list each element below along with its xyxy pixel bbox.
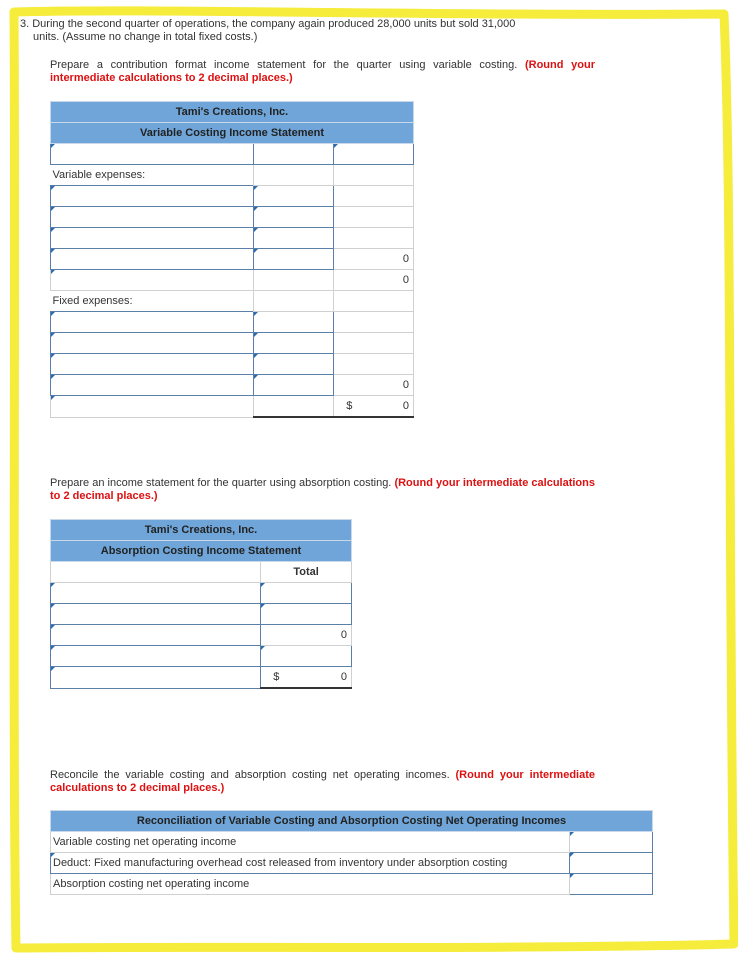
- absorption-label-input[interactable]: [51, 583, 261, 604]
- reconciliation-table: [50, 810, 653, 895]
- fixed-expense-label-input[interactable]: [51, 312, 254, 333]
- absorption-net-income-label: Absorption costing net operating income: [51, 874, 570, 895]
- sales-label-input[interactable]: [51, 144, 254, 165]
- fixed-expense-label-input[interactable]: [51, 375, 254, 396]
- fixed-expense-amount-input[interactable]: [254, 312, 334, 333]
- variable-instruction-text: Prepare a contribution format income statement for the quarter using variable costing.: [50, 59, 518, 71]
- absorption-net-income-input[interactable]: [570, 874, 653, 895]
- absorption-table-subtitle: Absorption Costing Income Statement: [51, 541, 352, 562]
- absorption-instruction: [50, 477, 595, 503]
- contribution-margin-value: 0: [334, 270, 414, 291]
- reconcile-instruction-text: Reconcile the variable costing and absorption costing net operating incomes.: [50, 769, 450, 781]
- currency-symbol: $: [273, 671, 280, 683]
- absorption-costing-table: [50, 519, 352, 689]
- contribution-margin-label-input[interactable]: [51, 270, 254, 291]
- absorption-instruction-text: Prepare an income statement for the quarter using absorption costing.: [50, 477, 392, 489]
- total-variable-expenses-value: 0: [334, 249, 414, 270]
- sales-total-input[interactable]: [334, 144, 414, 165]
- absorption-table-title: Tami's Creations, Inc.: [51, 520, 352, 541]
- absorption-amount-input[interactable]: [261, 583, 352, 604]
- fixed-expense-amount-input[interactable]: [254, 354, 334, 375]
- question-line-1: 3. During the second quarter of operations, the company again produced 28,000 units but sold 31,000: [20, 18, 516, 30]
- absorption-amount-input[interactable]: [261, 646, 352, 667]
- absorption-amount-input[interactable]: [261, 604, 352, 625]
- variable-rounding-note: (Round your intermediate calculations to 2 decimal places.): [50, 59, 595, 84]
- fixed-expense-label-input[interactable]: [51, 354, 254, 375]
- variable-net-income-input[interactable]: [570, 832, 653, 853]
- fixed-expense-label-input[interactable]: [51, 333, 254, 354]
- variable-expense-label-input[interactable]: [51, 186, 254, 207]
- reconciliation-title: Reconciliation of Variable Costing and Absorption Costing Net Operating Incomes: [51, 811, 653, 832]
- variable-table-title: Tami's Creations, Inc.: [51, 102, 414, 123]
- question-line-2: units. (Assume no change in total fixed costs.): [33, 31, 258, 43]
- total-column-header: Total: [261, 562, 352, 583]
- variable-expense-label-input[interactable]: [51, 207, 254, 228]
- variable-table-subtitle: Variable Costing Income Statement: [51, 123, 414, 144]
- absorption-net-cell: [261, 667, 352, 689]
- question-text: [20, 18, 600, 44]
- fixed-expenses-label: Fixed expenses:: [52, 295, 133, 307]
- absorption-label-input[interactable]: [51, 667, 261, 689]
- currency-symbol: $: [346, 400, 353, 412]
- net-operating-income-value: 0: [402, 400, 409, 412]
- absorption-net-value: 0: [340, 671, 347, 683]
- absorption-label-input[interactable]: [51, 625, 261, 646]
- deduct-fixed-overhead-input[interactable]: [570, 853, 653, 874]
- variable-net-income-label: Variable costing net operating income: [51, 832, 570, 853]
- total-fixed-expenses-value: 0: [334, 375, 414, 396]
- net-operating-income-cell: [334, 396, 414, 418]
- reconcile-rounding-note: (Round your intermediate calculations to 2 decimal places.): [50, 769, 596, 794]
- variable-expense-amount-input[interactable]: [254, 207, 334, 228]
- variable-expense-label-input[interactable]: [51, 228, 254, 249]
- fixed-expense-amount-input[interactable]: [254, 375, 334, 396]
- absorption-label-input[interactable]: [51, 646, 261, 667]
- variable-expense-amount-input[interactable]: [254, 249, 334, 270]
- variable-instruction: [50, 59, 595, 85]
- fixed-expense-amount-input[interactable]: [254, 333, 334, 354]
- deduct-fixed-overhead-label[interactable]: Deduct: Fixed manufacturing overhead cost released from inventory under absorption costing: [51, 853, 570, 874]
- variable-expense-amount-input[interactable]: [254, 228, 334, 249]
- variable-expense-label-input[interactable]: [51, 249, 254, 270]
- absorption-rounding-note: (Round your intermediate calculations to 2 decimal places.): [50, 477, 595, 502]
- variable-expense-amount-input[interactable]: [254, 186, 334, 207]
- sales-amount-input[interactable]: [254, 144, 334, 165]
- reconcile-instruction: [50, 769, 595, 795]
- absorption-label-input[interactable]: [51, 604, 261, 625]
- variable-costing-table: [50, 101, 414, 418]
- gross-margin-value: 0: [261, 625, 352, 646]
- net-operating-income-label-input[interactable]: [51, 396, 254, 418]
- variable-expenses-label: Variable expenses:: [52, 169, 146, 181]
